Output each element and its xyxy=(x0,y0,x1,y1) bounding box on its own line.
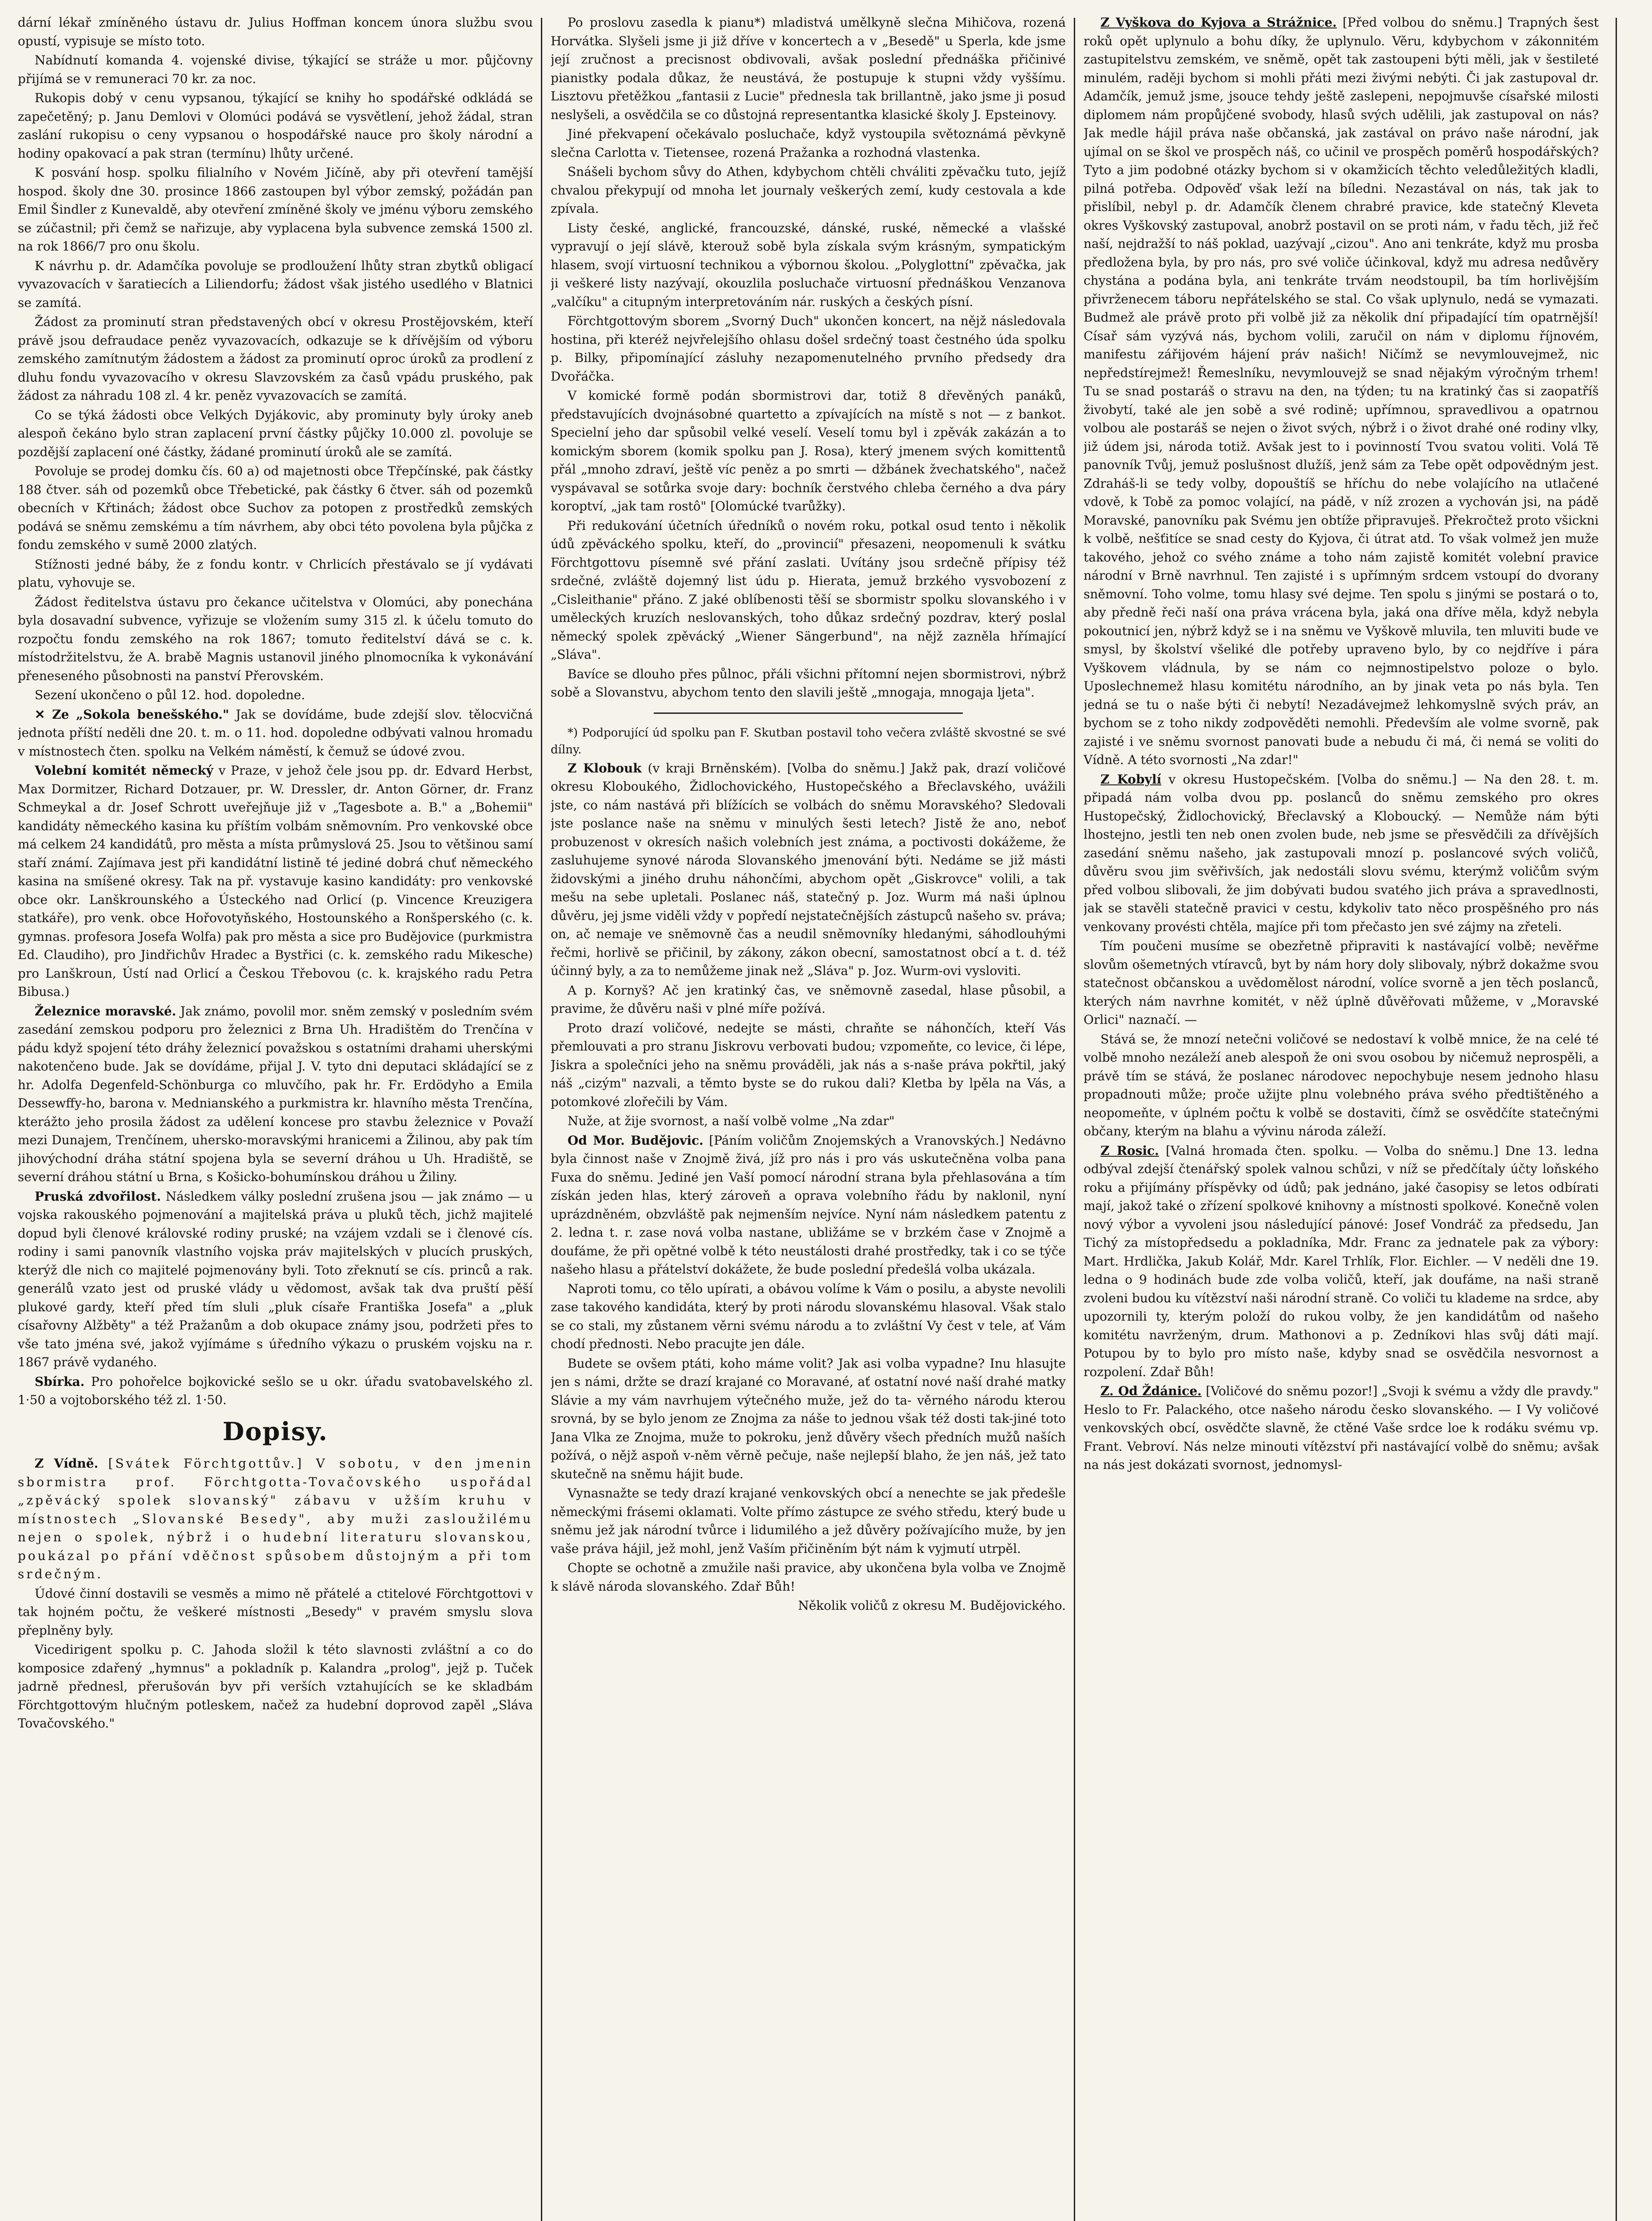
column-rule xyxy=(541,18,542,2221)
article-text: Nuže, at žije svornost, a naší volbě volme „Na zdar" xyxy=(568,1114,895,1128)
article-text: Tím poučeni musíme se obezřetně připraviti k nastávající volbě; nevěřme slovům ošemetných vtíravců, byt by nám hory doly slibovaly, nýbrž dokažme svou statečnost občanskou a uvědomělost národní, volíce svorně a jen těch poslanců, kterých nám navrhne komitét, v něž úplně důvěřovati můžeme, v „Moravské Orlici" naznačí. — xyxy=(1084,939,1599,1027)
article-text: K posvání hosp. spolku filialního v Novém Jičíně, aby při otevření tamější hospod. školy dne 30. prosince 1866 zastoupen byl výbor zemský, požádán pan Emil Šindler z Kunevaldě, aby otevření zmíněné školy ve jménu výboru zemského se zúčastnil; při čemž se nařizuje, aby vyplacena byla subvence zemská 1500 zl. na rok 1866/7 pro onu školu. xyxy=(18,165,533,254)
letter-item xyxy=(1084,13,1599,769)
letter-heading: Z Vídně. xyxy=(35,1456,99,1471)
letter-heading: Z Vyškova do Kyjova a Strážnice. xyxy=(1100,15,1337,30)
news-item xyxy=(18,1187,533,1372)
article-text: Vynasnažte se tedy drazí krajané venkovských obcí a nenechte se jak předešle německými frásemi oklamati. Volte přímo zástupce ze svého středu, který bude u sněmu jež jak národní tvůrce i lidumilého a jež důvěry požívajícího muže, by jen vaše práva hájil, jež mohl, jenž Vaším přičiněním být nám k vyjmutí utrpěl. xyxy=(551,1486,1066,1556)
newspaper-page xyxy=(18,13,1625,2221)
article-text: Žádost za prominutí stran představených obcí v okresu Prostějovském, kteří právě jsou defraudace peněz vyvazovacích, odkazuje se k dřívějším od výboru zemského zamítnutým žádostem a žádost za prominutí oproc úroků za prodlení z dluhu fondu vyvazovacího v okresu Slavzovském za časů vpádu pruského, pak žádost za náhradu 108 zl. 4 kr. peněz vyvazovacích se zamítá. xyxy=(18,314,533,403)
article-text: Co se týká žádosti obce Velkých Dyjákovic, aby prominuty byly úroky aneb alespoň čekáno bylo stran zaplacení první částky půjčky 10.000 zl. povoluje se pozdější zaplacení oné částky, žádané prominutí úroků ale se zamítá. xyxy=(18,407,533,459)
article-text: Förchtgottovým sborem „Svorný Duch" ukončen koncert, na nějž následovala hostina, při kteréž nejvřelejšího ohlasu došel srdečný toast čestného úda spolku p. Bilky, připomínající zásluhy nezapomenutelného prvního předsedy dra Dvořáčka. xyxy=(551,314,1066,384)
news-heading: Volební komitét německý xyxy=(35,763,214,778)
article-text: Žádost ředitelstva ústavu pro čekance učitelstva v Olomúci, aby ponechána byla dosavadní subvence, vyřizuje se vložením sumy 315 zl. k účelu tomuto do rozpočtu fondu zemského na rok 1867; tomuto ředitelství dává se c. k. místodržitelstvu, že A. brabě Magnis ustanovil jiného plnomocníka k vykonávání přeneseného působnosti na panství Přerovském. xyxy=(18,594,533,683)
article-text: Sezení ukončeno o půl 12. hod. dopoledne. xyxy=(35,688,306,702)
signature: Několik voličů z okresu M. Budějovického. xyxy=(798,1598,1066,1613)
letter-heading: Z Kobylí xyxy=(1100,772,1162,787)
letter-item xyxy=(551,1131,1066,1279)
article-text: K návrhu p. dr. Adamčíka povoluje se prodloužení lhůty stran zbytků obligací vyvazovacích v šaratiecích a Liliendorfu; žádost však jistého usedlého v Blatnici se zamítá. xyxy=(18,258,533,310)
article-text: Naproti tomu, co tělo upírati, a obávou volíme k Vám o posilu, a abyste nevolili zase takového kandidáta, který by proti národu slovanskému hlasoval. Však stalo se co stali, my zůstanem věrni svému národu a to zvláštní Vy čest v tele, ať Vám chodí přednosti. Nebo pracujte jen dále. xyxy=(551,1281,1066,1351)
article-text: Údové činní dostavili se vesměs a mimo ně přátelé a ctitelové Förchtgottovi v tak hojném počtu, že veškeré místnosti „Besedy" v pravém smyslu slova přeplněny byly. xyxy=(18,1586,533,1638)
column-right xyxy=(1084,13,1599,2221)
article-text: dární lékař zmíněného ústavu dr. Julius Hoffman koncem února službu svou opustí, vypisuje se místo toto. xyxy=(18,15,533,48)
letter-text: [Voličové do sněmu pozor!] „Svoji k svému a vždy dle pravdy." Heslo to Fr. Palackého, otce našeho národu česko slovanského. — I Vy voličové venkovských obcí, osvědčte slavně, že ctěné Vaše srdce loe k rodáku svému vp. Frant. Vebroví. Nás nelze minouti vítězství při nastávající volbě do sněmu; avšak na nás jest dokázati svornost, jednomysl- xyxy=(1084,1384,1599,1472)
news-text: Jak známo, povolil mor. sněm zemský v posledním svém zasedání zemskou podporu pro železnici z Brna Uh. Hradištěm do Trenčína v pádu když spojení této dráhy železnicí považskou s ostatními drahami uherskými nakotenčeno bude. Jak se dovídáme, přijal J. V. tyto dni deputaci skládající se z hr. Adolfa Degenfeld-Schönburga co mluvčího, pak hr. Fr. Erdödyho a Emila Dessewffy-ho, barona v. Mednianského a purkmistra kr. hlavního města Trenčína, kterážto jeho prosila žádost za udělení koncese pro stavbu železnice v Považí mezi Dunajem, Trenčínem, uhersko-moravskými hranicemi a Žilinou, aby pak tím jihovýchodní dráha státní spojena byla se severní dráhou u Uh. Hradiště, se severní dráhou státní u Brna, s Košicko-bohumínskou dráhou u Žiliny. xyxy=(18,1003,533,1184)
article-text: Stává se, že mnozí netečni voličové se nedostaví k volbě mnice, že na celé té volbě mnoho nezáleží aneb alespoň že oni svou osobou by ničemuž neprospěli, a právě tím se stává, že poslanec národovec nepochybuje nesem jednoho hlasu propadnouti může; proče užijte plnu volebného práva svého předtištěného a neopomeňte, v úplném počtu k volbě se dostaviti, čímž se osvědčíte statečnými občany, kterým na blahu a vývinu národa záleží. xyxy=(1084,1031,1599,1138)
article-text: Bavíce se dlouho přes půlnoc, přáli všichni přítomní nejen sbormistrovi, nýbrž sobě a Slovanstvu, abychom tento den slavili ještě „mnogaja, mnogaja ljeta". xyxy=(551,666,1066,700)
news-text: Pro pohořelce bojkovické sešlo se u okr. úřadu svatobavelského zl. 1·50 a vojtoborského též zl. 1·50. xyxy=(18,1374,533,1407)
article-text: Vicedirigent spolku p. C. Jahoda složil k této slavnosti zvláštní a co do komposice zdařený „hymnus" a pokladník p. Kalandra „prolog", jejž p. Tuček jadrně přednesl, přerušován byv při verších vztahujících se ke skladbám Förchtgottovým hlučným potleskem, načež za hudební doprovod zapěl „Sláva Tovačovského." xyxy=(18,1642,533,1731)
article-text: Povoluje se prodej domku čís. 60 a) od majetnosti obce Třepčínské, pak částky 188 čtver. sáh od pozemků obce Třebetické, pak částky 6 čtver. sáh od pozemků obecních v Křtinách; žádost obce Suchov za potopen z prostředků zemských podává se sněmu zemskému a tím návrhem, aby obci této povolena byla půjčka z fondu zemského v sumě 2000 zlatých. xyxy=(18,464,533,552)
letter-heading: Od Mor. Budějovic. xyxy=(568,1133,704,1148)
column-rule xyxy=(1616,18,1617,2221)
news-text: v Praze, v jehož čele jsou pp. dr. Edvard Herbst, Max Dormitzer, Richard Dotzauer, pr. W. Dressler, dr. Anton Görner, dr. Franz Schmeykal a dr. Josef Schrott uveřejňuje již v „Tagesbote a. B." a „Bohemii" kandidáty německého kasina ku příštím volbám sněmovním. Pro venkovské obce má celkem 24 kandidátů, pro města a místa průmyslová 25. Jsou to většinou samí staří známí. Zajímava jest při kandidátní listině té jediné dobrá chuť německého kasina na smíšené okresy. Tak na př. vystavuje kasino kandidáty: pro venkovské obce okr. Lanškrounského a Ústeckého nad Orlicí (p. Vincence Kreuzigera statkáře), pro venk. obce Hořovotyňského, Hostounského a Ronšperského (c. k. gymnas. profesora Josefa Wolfa) pak pro města a sice pro Budějovice (purkmistra Ed. Claudiho), pro Jindřichův Hradec a Bystřici (c. k. zemského radu Mikesche) pro Lanškroun, Ústí nad Orlicí a Českou Třebovou (c. k. krajského radu Petra Bibusa.) xyxy=(18,763,533,999)
article-text: A p. Kornyš? Ač jen kratinký čas, ve sněmovně zasedal, hlase působil, a pravime, že důvěru naši v plné míře požívá. xyxy=(551,983,1066,1016)
article-text: V komické formě podán sbormistrovi dar, totiž 8 dřevěných panáků, představujících dvojnásobné quartetto a zpívajících na místě s not — z bankot. Specielní jeho dar spůsobil velké veselí. Veselí tomu byl i zpěvák zakázán a to komickým sborem (komik spolku pan J. Rosa), který jmenem svých komittentů přál „mnoho zdraví, ještě víc peněz a po smrti — džbánek žvechatského", načež vyspávaval se sotůrka svoje dary: bochník čerstvého chleba černého a dva páry koroptví, „jak tam rostô" [Olomúcké tvarůžky). xyxy=(551,388,1066,513)
article-text: Při redukování účetních úředníků o novém roku, potkal osud tento i několik údů zpěváckého spolku, kteří, do „provincií" přesazeni, neopomenuli k svátku Förchtgottovu písemně své přání zaslati. Uvítány jsou srdečně přípisy též srdečné, zvláště dojemný list údu p. Hierata, jemuž brzkého vysvobození z „Cisleithanie" přáno. Z jaké oblíbenosti těší se sbormistr spolku slovanského i v uměleckých kruzích neslovanských, toho důkaz srdečný pozdrav, který poslal německý spolek zpěvácký „Wiener Sängerbund", na nějž zazněla hřímající „Sláva". xyxy=(551,518,1066,662)
letter-text: [Před volbou do sněmu.] Trapných šest roků opět uplynulo a bohu díky, že uplynulo. Věru, kdybychom v zákonnitém zastupitelstvu zemském, ve sněmě, opět tak zastoupeni býti měli, jak v šestileté minulém, raději bychom si mohli přáti mezi živými nebýti. Či jak zastupoval dr. Adamčík, jemuž jsme, jsouce tehdy ještě zaslepeni, nepojmuvše císařské milosti diplomem nám propůjčené svobody, hlasů svých udělili, jak zastupoval on nás? Jak medle hájil práva naše občanská, jak zastával on právo naše národní, jak ujímal on se škol ve prospěch náš, co učinil ve prospěch poměrů hospodářských? Tyto a jim podobné otázky bychom si v okamžicích těchto veledůležitých kladli, pilná potřeba. Odpověď však leží na bíledni. Nezastával on nás, tak jak to přislíbil, nebyl p. dr. Adamčík členem chrabré pravice, kde statečný Kleveta okres Vyškovský zastupoval, anobrž postavil on se proti nám, v řadu těch, již řeč naší, nejdražší to náš poklad, uazývají „cizou". Ano ani tenkráte, když mu prosba předložena byla, by pro nás, pro své voliče účinkoval, když mu adresa nedůvěry chystána a podána byla, ani tenkráte trvám neodstoupil, ba tím horlivějším přivrženecem táboru nepřátelského se stal. Co však uplynulo, nedá se vymazati. Budmež ale právě proto při volbě již za několik dní připadající tím opatrnější! Císař sám vyzývá nás, bychom volili, zaručil on nám v diplomu říjnovém, manifestu zářijovém hájení práv našich! Ničímž se nevymlouvejmež, nic nepředstírejmež! Řemeslníku, nevymlouvejž se snad nějakým výročným trhem! Tu se snad postaráš o stravu na den, na týden; tu na kratinký čas si zaopatříš živobytí, také ale jen sobě a své rodině; upřímnou, spravedlivou a opatrnou volbou ale postaráš se nejen o život svých, nýbrž i o život drahé oné rodiny vlky, již údem jsi, národa totiž. Avšak jest to i povinností Tvou svatou voliti. Volá Tě panovník Tvůj, jemuž poslušnost dlužíš, jenž sám za Tebe opět odpovědným jest. Zdraháš-li se tedy volby, dopouštíš se hříchu do nebe volajícího na utlačené vdově, k Tobě za pomoc volající, na pádě, v níž zrozen a vychován jsi, na pádě Moravské, panovníku pak Svému jen obtíže připravuješ. Překročtež proto všickni k volbě, nešťitíce se snad cesty do Kyjova, či útrat atd. To však volmež jen muže takového, jehož co svého známe a toho nám zajistě komitét volební pravice národní v Brně navrhnul. Ten zajisté i s upřímným srdcem vstoupí do dvorany sněmovní. Toho volme, tomu hlasy své dejme. Ten spolu s jinými se postará o to, aby předně řeči naší ona práva vrácena byla, jaká ona dříve měla, když nebyla pokoutnicí jen, nýbrž když se i na sněmu ve Vyškově mluvila, ten mluviti bude ve smysl, by školství všeliké dle potřeby upraveno bylo, by co nejdříve i pára Vyškovem vládnula, by se nám co nejmnostipelstvo poloze o bylo. Uposlechnemež hlasu komitétu národního, an by jinak veta po nás byla. Ten jedná se tu o naše býti či nebytí! Nezadávejmež lehkomyslně svých práv, an bychom se z toho nikdy zodpověděti nemohli. Především ale volme svorně, pak zajisté i ve sněmu svornost panovati bude a nebudu či má, či nemá se voliti do Vídně. A této svornosti „Na zdar!" xyxy=(1084,15,1599,767)
news-item xyxy=(18,761,533,1001)
news-item xyxy=(18,705,533,761)
article-text: Nabídnutí komanda 4. vojenské divise, týkající se stráže u mor. půjčovny přijímá se v remuneraci 70 kr. za noc. xyxy=(18,53,533,86)
news-heading: Pruská zdvořilost. xyxy=(35,1189,161,1204)
letter-item xyxy=(551,759,1066,980)
letter-item xyxy=(1084,770,1599,936)
column-left xyxy=(18,13,533,2221)
column-middle xyxy=(551,13,1066,2221)
news-item xyxy=(18,1002,533,1186)
news-heading: Železnice moravské. xyxy=(35,1003,176,1019)
news-heading: ✕ Ze „Sokola benešského." xyxy=(35,707,229,722)
article-text: Proto drazí voličové, nedejte se másti, chraňte se náhončích, kteří Vás přemlouvati a pro stranu Jiskrovu verbovati budou; vzpomeňte, co levice, či lépe, Jiskra a společníci jeho na sněmu prováděli, jak nás a s-naše práva pokřtil, jaký náš „cizým" nazvali, a těmto byste se do rukou dali? Kletba by lpěla na Vás, a potomkové zlořečili by Vám. xyxy=(551,1020,1066,1109)
divider xyxy=(654,712,963,714)
letter-text: [Páním voličům Znojemských a Vranovských.] Nedávno byla činnost naše v Znojmě živá, jíž pro nás i pro vás uskutečněna volba pana Fuxa do sněmu. Jediné jen Vaší pomocí národní strana byla přehlasována a tím získán jeden hlas, který zároveň a oprava volebního řádu by naklonil, nyní uprázdněném, obzvláště pak nejmenším nejvíce. Nyní nám následkem patentu z 2. ledna t. r. zase nová volba nastane, ubližáme se v brzkém čase v Znojmě a doufáme, že při opětné volbě k této neustálosti drahé prostředky, tak i co se týče našeho hlasu a přátelství dokážete, že bude poslední předešlá volba ukázala. xyxy=(551,1133,1066,1277)
article-text: Stížnosti jedné báby, že z fondu kontr. v Chrlicích přestávalo se jí vydávati platu, vyhovuje se. xyxy=(18,557,533,590)
news-text: Následkem války poslední zrušena jsou — jak známo — u vojska rakouského pojmenování a majitelská práva u pluků těch, jichž majitelé dopud byli členové královské rodiny pruské; na vzájem vzdali se i členové cís. rodiny i sami panovník vlastního vojska práv majitelských v plucích pruských, kterýž dle nich co majitelé pojmenovány byli. Toto zřeknutí se cís. princů a rak. generálů vzato jest od pruské vlády u vědomost, avšak tak dva pruští pěší plukové gardy, kteří před tím sluli „pluk císaře Františka Josefa" a „pluk císařovny Alžběty" a též Pražanům a dob okupace známy jsou, podržeti přes to vše tato jména své, jakož vyjímáme s úředního výkazu o pruském vojsku na r. 1867 právě vydaného. xyxy=(18,1189,533,1369)
news-text: Jak se dovídáme, bude zdejší slov. tělocvičná jednota příští neděli dne 20. t. m. o 11. hod. dopoledne odbývati valnou hromadu v místnostech čten. spolku na Velkém náměstí, k čemuž se údové zvou. xyxy=(18,707,533,759)
letter-text: [Valná hromada čten. spolku. — Volba do sněmu.] Dne 13. ledna odbýval zdejší čtenářský spolek valnou schůzi, v níž se předčítaly účty loňského roku a přijímány příspěvky od údů; pak jednáno, jaké časopisy se letos odbírati mají, jakož také o zřízení spolkové knihovny a místnosti spolkové. Konečně volen nový výbor a vyvoleni jsou následující pánové: Josef Vondráč za předsedu, Jan Tichý za místopředsedu a pokladníka, Mdr. Franc za jednatele pak za výbory: Mart. Hrdlička, Jakub Kolář, Mdr. Karel Trhlík, Flor. Eichler. — V neděli dne 19. ledna o 9 hodinách bude zde volba voličů, kteří, jak doufáme, na naši straně zvoleni budou ku vítězství naši národní straně. Co voliči tu klademe na srdce, aby upozornili ty, kterým položí do rukou volby, že jen kandidátům od našeho komitétu navrženým, drum. Mathonovi a p. Zedníkovi hlas svůj dáti mají. Potupou by to bylo pro místo naše, kdyby snad se osvědčila nesvornost a rozpolení. Zdař Bůh! xyxy=(1084,1143,1599,1379)
news-heading: Sbírka. xyxy=(35,1374,85,1389)
article-text: Snášeli bychom sůvy do Athen, kdybychom chtěli chváliti zpěvačku tuto, jejíž chvalou překypují od mnoha let journaly veškerých zemí, kudy cestovala a kde zpívala. xyxy=(551,164,1066,216)
letter-text: v okresu Hustopečském. [Volba do sněmu.] — Na den 28. t. m. připadá nám volba dvou pp. poslanců do sněmu zemského pro okres Hustopečský, Židlochovický, Břeclavský a Kloboucký. — Nemůže nám býti lhostejno, jestli ten neb onen zvolen bude, neb jsme se přesvědčili za dřívějších zasedání sněmu našeho, jak zastupovali mnozí p. poslancové svých voličů, důvěru svou jim svěřivších, jak nedostáli slovu svému, kterýmž voličům svým před volbou slibovali, že jim dobývati budou svatého jich práva a spravedlnosti, jak se stavěli statečně pravici v cestu, kdykoliv tato něco prospěšného pro nás venkovany provésti chtěla, majíce při tom přečasto jen své zájmy na zřeteli. xyxy=(1084,772,1599,934)
article-text: Po proslovu zasedla k pianu*) mladistvá umělkyně slečna Mihičova, rozená Horvátka. Slyšeli jsme ji již dříve v koncertech a v „Besedě" u Sperla, kde jsme její zručnost a precisnost obdivovali, avšak poslední přednáška přičinivé pianistky podala důkaz, že neustává, že postupuje k stupni vždy vyššímu. Lisztovu přetěžkou „fantasii z Lucie" přednesla tak brillantně, jako jsme ji posud neslyšeli, a osvědčila se co důstojná representantka klasické školy J. Epsteinovy. xyxy=(551,15,1066,122)
article-text: Rukopis dobý v cenu vypsanou, týkající se knihy ho spodářské odkládá se zapečetěný; p. Janu Demlovi v Olomúci podává se vysvětlení, jehož žádal, stran zaslání rukopisu o ceny vypsanou o hospodářské nauce pro školy národní a hodiny opakovací a pak stran (termínu) lhůty určené. xyxy=(18,91,533,161)
letter-heading: Z. Od Ždánice. xyxy=(1100,1384,1202,1398)
letter-item xyxy=(18,1454,533,1584)
letter-text: [Svátek Förchtgottův.] V sobotu, v den jmenin sbormistra prof. Förchtgotta-Tovačovského uspořádal „zpěvácký spolek slovanský" zábavu v užším kruhu v místnostech „Slovanské Besedy", aby muži zasloužilému nejen o spolek, nýbrž i o hudební literaturu slovanskou, poukázal po přání vděčnost spůsobem důstojným a při tom srdečným. xyxy=(18,1456,533,1581)
letter-item xyxy=(1084,1142,1599,1381)
letter-item xyxy=(1084,1382,1599,1474)
letter-text: (v kraji Brněnském). [Volba do sněmu.] Jakž pak, drazí voličové okresu Kloboukého, Židlochovického, Hustopečského a Břeclavského, uvážili jste, co nám nastává při blížících se volbách do sněmu Moravského? Sledovali jste poslance naše na sněmu v minulých šesti letech? Jistě že ano, neboť probuzenost v okresích našich volebních jest známa, a poctivosti dokážeme, že zasluhujeme synové národa Slovanského jmenování býti. Nedáme se již másti židovskými a jiného druhu náhončími, abychom opět „Giskrovce" volili, a tak mešu na sebe upletali. Poslanec náš, statečný p. Joz. Wurm má naši úplnou důvěru, jej jsme viděli vždy v popředí nejstatečnějších zástupců našeho sv. práva; on, ač nemaje ve sněmovně čas a neudil sněmovníky hledanými, sáhodlouhými řečmi, horlivě se přičinil, by zákony, zákon obecní, samostatnost obcí a t. d. též účinný byly, a za to nemůžeme jinak než „Sláva" p. Joz. Wurm-ovi vysloviti. xyxy=(551,760,1066,978)
footnote: *) Podporující úd spolku pan F. Skutban postavil toho večera zvláště skvostné se své dílny. xyxy=(551,726,1066,756)
article-text: Budete se ovšem ptáti, koho máme volit? Jak asi volba vypadne? Inu hlasujte jen s námi, držte se drazí krajané co Moravané, ať ostatní nové naší drahé matky Slávie a my vám navrhujem výtečného muže, jež do ta- věrného národu kterou srovná, by se bylo jenom ze Znojma za náše to jednou však též dosti tak-jiné toto Jana Vlka ze Znojma, muže to pokroku, jenž důvěry všech předních mužů naších požívá, o nějž aspoň v-něm věrně pečuje, naše nejlepší blaho, že jen náš, jež tato skutečně na sněmu hájit bude. xyxy=(551,1356,1066,1481)
letter-heading: Z Rosic. xyxy=(1100,1143,1159,1158)
news-item xyxy=(18,1373,533,1409)
article-text: Chopte se ochotně a zmužile naši pravice, aby ukončena byla volba ve Znojmě k slávě národa slovanského. Zdař Bůh! xyxy=(551,1560,1066,1594)
letter-heading: Z Klobouk xyxy=(568,760,642,776)
article-text: Listy české, anglické, francouzské, dánské, ruské, německé a vlašské vypravují o její slávě, kterouž sobě byla získala svým krásným, sympatickým hlasem, svojí virtuosní technikou a výbornou školou. „Polyglottní" zpěvačka, jak ji veškeré listy nazývají, okouzlila posluchače virtuosní přednáškou Venzanova „valčíku" a citupným interpretováním nár. ruských a českých písní. xyxy=(551,220,1066,309)
article-text: Jiné překvapení očekávalo posluchače, když vystoupila světoznámá pěvkyně slečna Carlotta v. Tietensee, rozená Pražanka a rozhodná vlastenka. xyxy=(551,127,1066,160)
section-title: Dopisy. xyxy=(222,1417,328,1446)
column-rule xyxy=(1074,18,1075,2221)
